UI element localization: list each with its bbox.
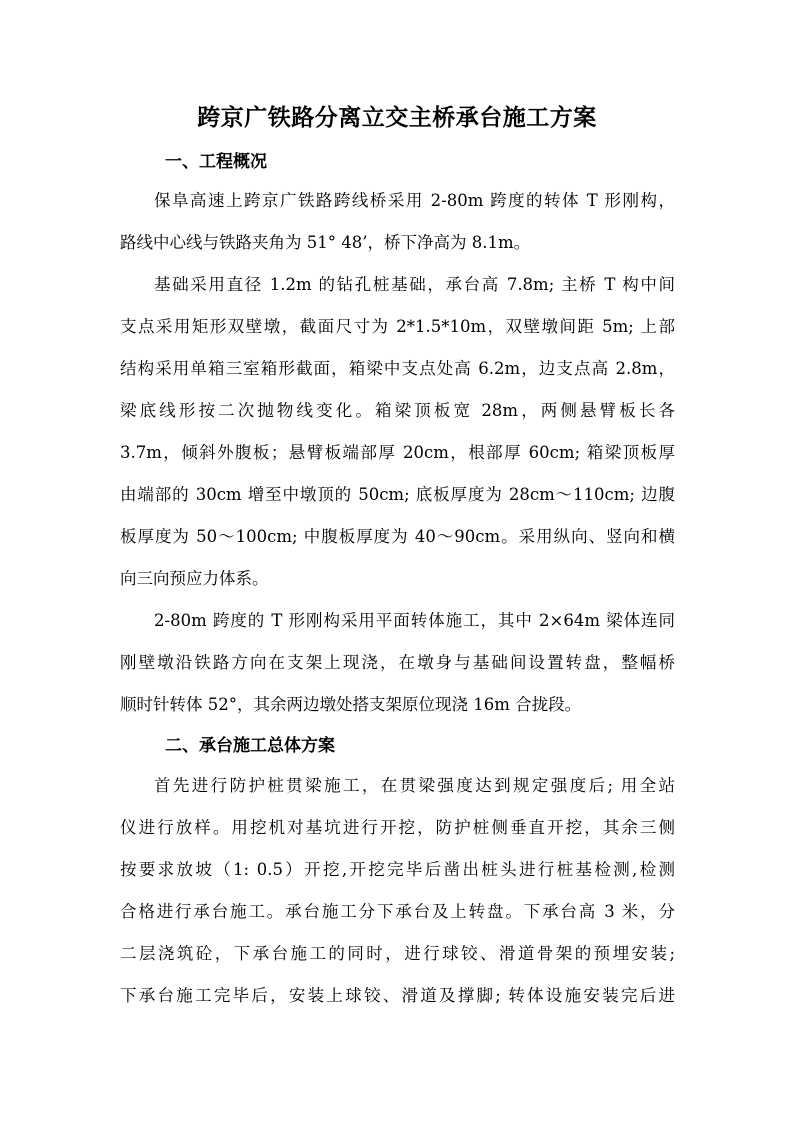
paragraph-line: 二层浇筑砼，下承台施工的同时，进行球铰、滑道骨架的预埋安装; [120, 944, 675, 963]
paragraph-line: 路线中心线与铁路夹角为 51° 48’，桥下净高为 8.1m。 [120, 233, 531, 252]
paragraph-line: 仪进行放样。用挖机对基坑进行开挖，防护桩侧垂直开挖，其余三侧 [120, 818, 675, 837]
paragraph-line: 下承台施工完毕后，安装上球铰、滑道及撑脚; 转体设施安装完后进 [120, 986, 675, 1005]
paragraph-line: 刚壁墩沿铁路方向在支架上现浇，在墩身与基础间设置转盘，整幅桥 [120, 653, 675, 672]
section-heading-overview: 一、工程概况 [165, 152, 267, 172]
paragraph-line: 保阜高速上跨京广铁路跨线桥采用 2-80m 跨度的转体 T 形刚构， [154, 191, 675, 210]
paragraph-line: 基础采用直径 1.2m 的钻孔桩基础，承台高 7.8m; 主桥 T 构中间 [154, 275, 675, 294]
paragraph-line: 合格进行承台施工。承台施工分下承台及上转盘。下承台高 3 米，分 [120, 902, 675, 921]
paragraph-line: 板厚度为 50～100cm; 中腹板厚度为 40～90cm。采用纵向、竖向和横 [120, 527, 675, 546]
paragraph-line: 由端部的 30cm 增至中墩顶的 50cm; 底板厚度为 28cm～110cm; 边腹 [120, 485, 675, 504]
paragraph-line: 支点采用矩形双壁墩，截面尺寸为 2*1.5*10m，双壁墩间距 5m; 上部 [120, 317, 675, 336]
section-heading-construction-plan: 二、承台施工总体方案 [165, 736, 335, 756]
paragraph-line: 3.7m，倾斜外腹板；悬臂板端部厚 20cm，根部厚 60cm; 箱梁顶板厚 [120, 443, 675, 462]
paragraph-line: 顺时针转体 52°，其余两边墩处搭支架原位现浇 16m 合拢段。 [120, 695, 582, 714]
paragraph-line: 按要求放坡（1: 0.5）开挖,开挖完毕后凿出桩头进行桩基检测,检测 [120, 860, 675, 879]
paragraph-line: 2-80m 跨度的 T 形刚构采用平面转体施工，其中 2×64m 梁体连同 [154, 611, 675, 630]
paragraph-line: 向三向预应力体系。 [120, 569, 269, 588]
paragraph-line: 结构采用单箱三室箱形截面，箱梁中支点处高 6.2m，边支点高 2.8m， [120, 359, 675, 378]
paragraph-line: 梁底线形按二次抛物线变化。箱梁顶板宽 28m，两侧悬臂板长各 [120, 401, 675, 420]
paragraph-line: 首先进行防护桩贯梁施工，在贯梁强度达到规定强度后; 用全站 [154, 776, 675, 795]
document-title: 跨京广铁路分离立交主桥承台施工方案 [197, 104, 597, 131]
